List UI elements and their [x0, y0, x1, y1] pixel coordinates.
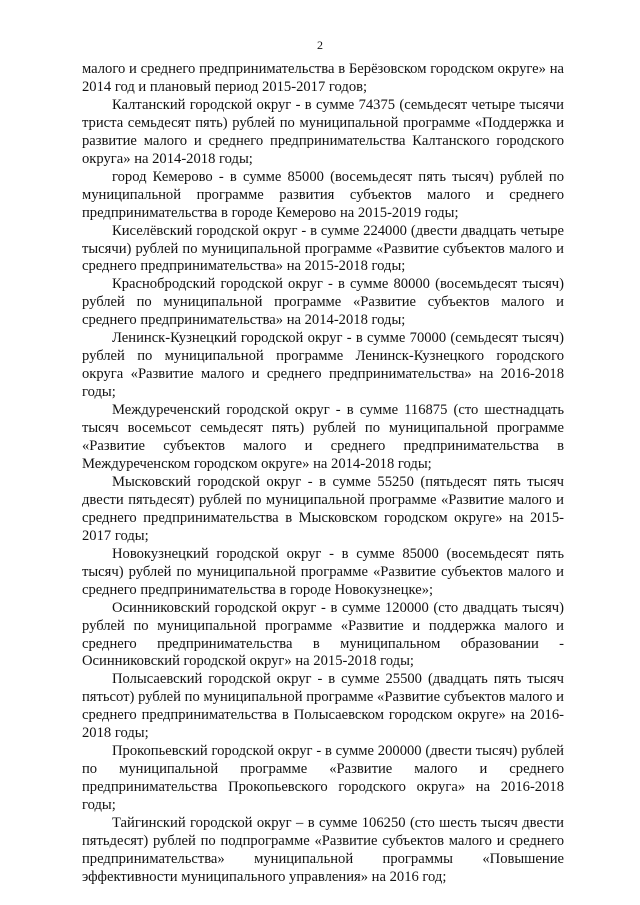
paragraph-berezovsky-continuation: малого и среднего предпринимательства в Берёзовском городском округе» на 2014 год и плановый период 2015-2017 годов; [82, 61, 564, 95]
document-body [82, 61, 564, 887]
page-number: 2 [317, 38, 323, 52]
paragraph-polysaevo: Полысаевский городской округ - в сумме 25500 (двадцать пять тысяч пятьсот) рублей по муниципальной программе «Развитие субъектов малого и среднего предпринимательства в Полысаевском городском округе» на 2016-2018 годы; [82, 671, 564, 742]
paragraph-krasnobrodsky: Краснобродский городской округ - в сумме 80000 (восемьдесят тысяч) рублей по муниципальной программе «Развитие субъектов малого и среднего предпринимательства» на 2014-2018 годы; [82, 276, 564, 329]
paragraph-leninsk-kuznetsky: Ленинск-Кузнецкий городской округ - в сумме 70000 (семьдесят тысяч) рублей по муниципальной программе Ленинск-Кузнецкого городского округа «Развитие малого и среднего предпринимательства» на 2016-2018 годы; [82, 330, 564, 401]
paragraph-kiselevsk: Киселёвский городской округ - в сумме 224000 (двести двадцать четыре тысячи) рублей по муниципальной программе «Развитие субъектов малого и среднего предпринимательства» на 2015-2018 годы; [82, 222, 564, 275]
paragraph-kemerovo: город Кемерово - в сумме 85000 (восемьдесят пять тысяч) рублей по муниципальной программе развития субъектов малого и среднего предпринимательства в городе Кемерово на 2015-2019 годы; [82, 168, 564, 221]
paragraph-mezhdurechensk: Междуреченский городской округ - в сумме 116875 (сто шестнадцать тысяч восемьсот семьдесят пять) рублей по муниципальной программе «Развитие субъектов малого и среднего предпринимательства в Междуреченском городском округе» на 2014-2018 годы; [82, 402, 564, 472]
paragraph-kaltan: Калтанский городской округ - в сумме 74375 (семьдесят четыре тысячи триста семьдесят пять) рублей по муниципальной программе «Поддержка и развитие малого и среднего предпринимательства Калтанского городского округа» на 2014-2018 годы; [82, 96, 564, 167]
paragraph-novokuznetsk: Новокузнецкий городской округ - в сумме 85000 (восемьдесят пять тысяч) рублей по муниципальной программе «Развитие субъектов малого и среднего предпринимательства в городе Новокузнецке»; [82, 545, 564, 598]
paragraph-prokopyevsk: Прокопьевский городской округ - в сумме 200000 (двести тысяч) рублей по муниципальной программе «Развитие малого и среднего предпринимательства Прокопьевского городского округа» на 2016-2018 годы; [82, 743, 564, 814]
paragraph-myski: Мысковский городской округ - в сумме 55250 (пятьдесят пять тысяч двести пятьдесят) рублей по муниципальной программе «Развитие малого и среднего предпринимательства в Мысковском городском округе» на 2015-2017 годы; [82, 473, 564, 544]
paragraph-osinniki: Осинниковский городской округ - в сумме 120000 (сто двадцать тысяч) рублей по муниципальной программе «Развитие и поддержка малого и среднего предпринимательства в муниципальном образовании - Осинниковский городской округ» на 2015-2018 годы; [82, 599, 564, 670]
paragraph-tayga: Тайгинский городской округ – в сумме 106250 (сто шесть тысяч двести пятьдесят) рублей по подпрограмме «Развитие субъектов малого и среднего предпринимательства» муниципальной программы «Повышение эффективности муниципального управления» на 2016 год; [82, 815, 564, 885]
